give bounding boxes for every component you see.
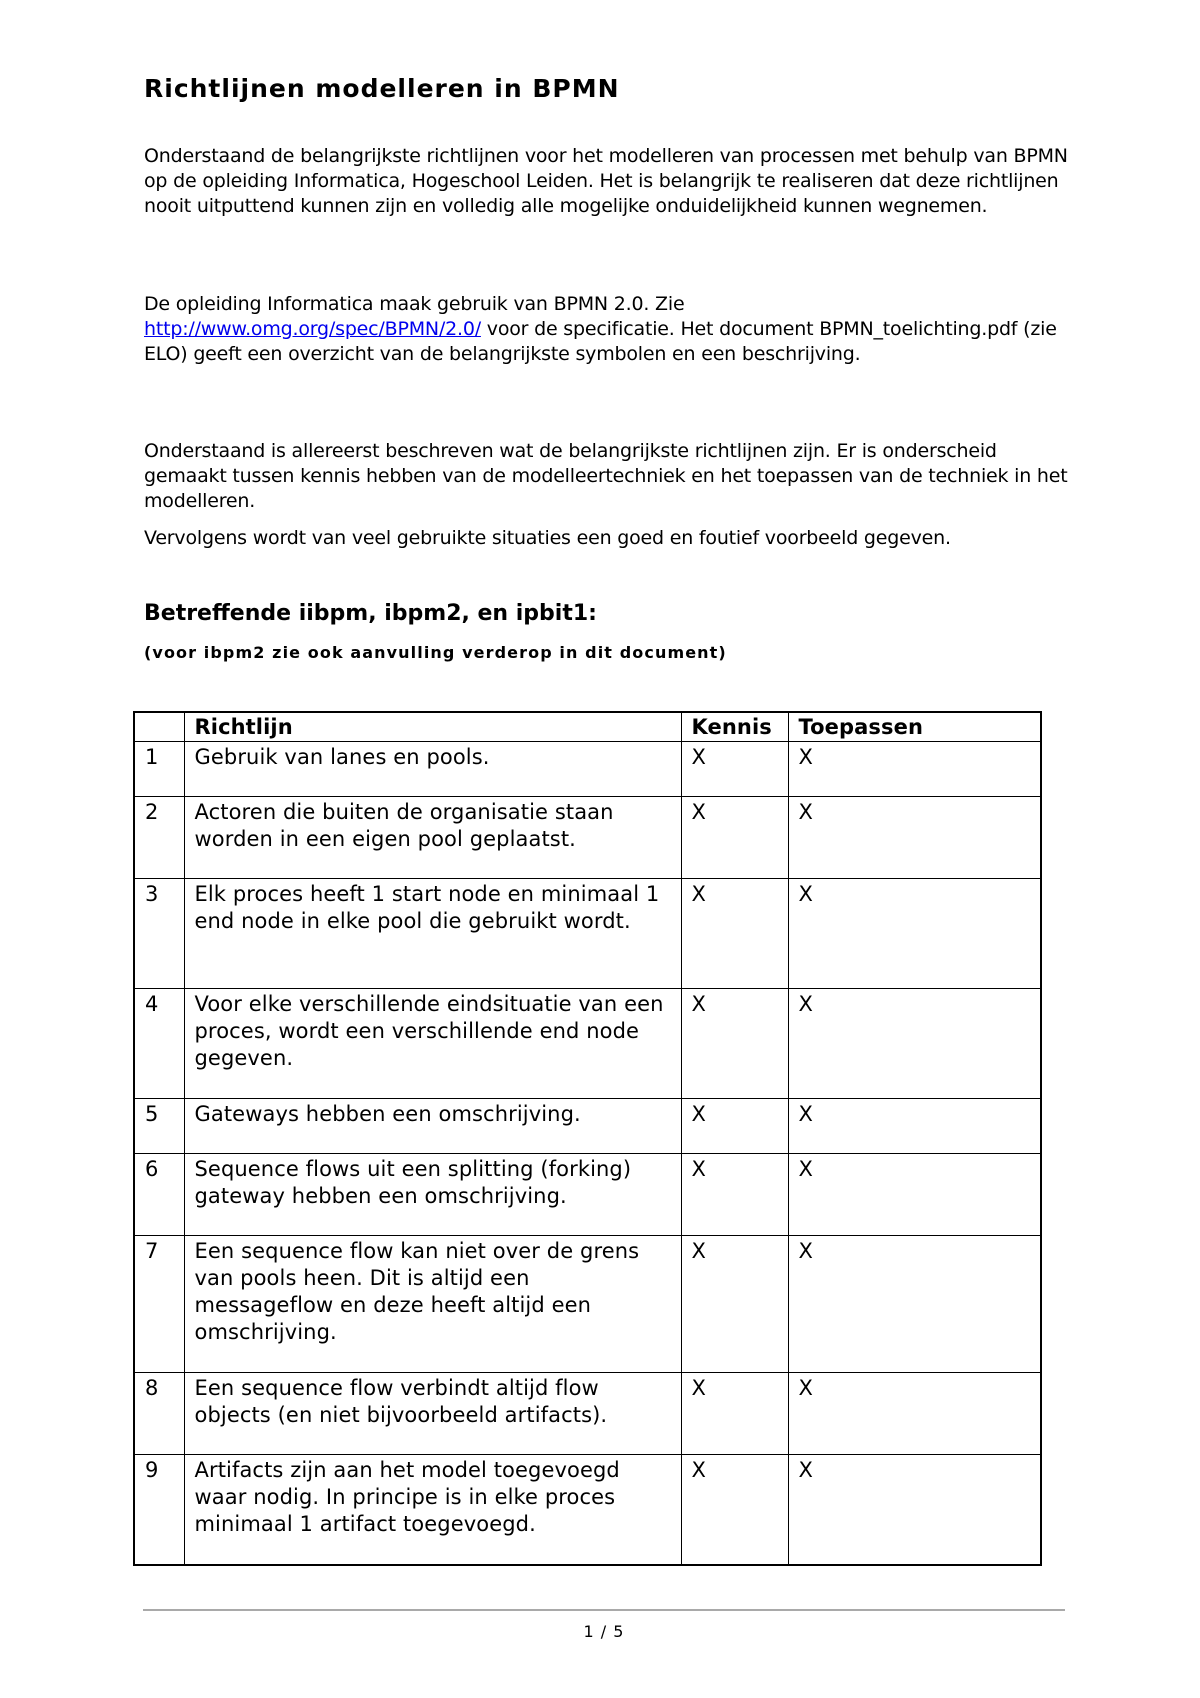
- table-row: [134, 1455, 1041, 1565]
- footer-divider: [143, 1609, 1065, 1611]
- table-row: [134, 1154, 1041, 1236]
- row-rule: Artifacts zijn aan het model toegevoegd waar nodig. In principe is in elke proces minimaal 1 artifact toegevoegd.: [184, 1455, 681, 1565]
- row-rule: Gebruik van lanes en pools.: [184, 742, 681, 797]
- table-row: [134, 742, 1041, 797]
- row-kennis: X: [681, 1099, 788, 1154]
- row-number: 1: [134, 742, 184, 797]
- row-toepassen: X: [788, 1373, 1041, 1455]
- row-rule: Een sequence flow kan niet over de grens van pools heen. Dit is altijd een messageflow en deze heeft altijd een omschrijving.: [184, 1236, 681, 1373]
- page-number: 1 / 5: [583, 1622, 625, 1641]
- row-toepassen: X: [788, 797, 1041, 879]
- row-toepassen: X: [788, 742, 1041, 797]
- header-kennis: Kennis: [681, 712, 788, 742]
- row-kennis: X: [681, 1455, 788, 1565]
- row-toepassen: X: [788, 879, 1041, 989]
- table-row: [134, 1099, 1041, 1154]
- row-toepassen: X: [788, 1154, 1041, 1236]
- row-kennis: X: [681, 989, 788, 1099]
- header-richtlijn: Richtlijn: [184, 712, 681, 742]
- row-kennis: X: [681, 1373, 788, 1455]
- row-number: 7: [134, 1236, 184, 1373]
- row-number: 6: [134, 1154, 184, 1236]
- row-number: 4: [134, 989, 184, 1099]
- bpmn-spec-link[interactable]: http://www.omg.org/spec/BPMN/2.0/: [144, 318, 481, 340]
- table-row: [134, 797, 1041, 879]
- table-row: [134, 989, 1041, 1099]
- table-row: [134, 1236, 1041, 1373]
- row-rule: Sequence flows uit een splitting (forking) gateway hebben een omschrijving.: [184, 1154, 681, 1236]
- row-rule: Voor elke verschillende eindsituatie van een proces, wordt een verschillende end node gegeven.: [184, 989, 681, 1099]
- row-rule: Elk proces heeft 1 start node en minimaal 1 end node in elke pool die gebruikt wordt.: [184, 879, 681, 989]
- row-toepassen: X: [788, 989, 1041, 1099]
- header-num: [134, 712, 184, 742]
- row-kennis: X: [681, 742, 788, 797]
- table-header-row: [134, 712, 1041, 742]
- row-rule: Een sequence flow verbindt altijd flow objects (en niet bijvoorbeeld artifacts).: [184, 1373, 681, 1455]
- row-number: 5: [134, 1099, 184, 1154]
- row-toepassen: X: [788, 1099, 1041, 1154]
- table-row: [134, 1373, 1041, 1455]
- table-row: [134, 879, 1041, 989]
- intro-paragraph: Onderstaand de belangrijkste richtlijnen voor het modelleren van processen met behulp van BPMN op de opleiding Informatica, Hogeschool Leiden. Het is belangrijk te realiseren dat deze richtlijnen nooit uitputtend kunnen zijn en volledig alle mogelijke onduidelijkheid kunnen wegnemen.: [144, 145, 1068, 217]
- section-heading: Betreffende iibpm, ibpm2, en ipbit1:: [144, 601, 597, 626]
- spec-paragraph: [144, 292, 1079, 367]
- spec-text-after: voor de specificatie. Het document BPMN_toelichting.pdf (zie ELO) geeft een overzicht van de belangrijkste symbolen en een beschrijving.: [144, 318, 1057, 365]
- row-kennis: X: [681, 879, 788, 989]
- row-kennis: X: [681, 797, 788, 879]
- spec-text-before: De opleiding Informatica maak gebruik van BPMN 2.0. Zie: [144, 293, 685, 315]
- row-rule: Actoren die buiten de organisatie staan worden in een eigen pool geplaatst.: [184, 797, 681, 879]
- row-rule: Gateways hebben een omschrijving.: [184, 1099, 681, 1154]
- guidelines-table: [133, 711, 1042, 1566]
- page-title: Richtlijnen modelleren in BPMN: [144, 74, 620, 103]
- overview-paragraph: Onderstaand is allereerst beschreven wat de belangrijkste richtlijnen zijn. Er is onderscheid gemaakt tussen kennis hebben van de modelleertechniek en het toepassen van de techniek in het modelleren.: [144, 440, 1068, 512]
- header-toepassen: Toepassen: [788, 712, 1041, 742]
- examples-paragraph: Vervolgens wordt van veel gebruikte situaties een goed en foutief voorbeeld gegeven.: [144, 527, 951, 549]
- row-toepassen: X: [788, 1455, 1041, 1565]
- row-toepassen: X: [788, 1236, 1041, 1373]
- section-note: (voor ibpm2 zie ook aanvulling verderop in dit document): [144, 643, 727, 662]
- row-kennis: X: [681, 1154, 788, 1236]
- row-number: 9: [134, 1455, 184, 1565]
- row-kennis: X: [681, 1236, 788, 1373]
- row-number: 3: [134, 879, 184, 989]
- row-number: 8: [134, 1373, 184, 1455]
- row-number: 2: [134, 797, 184, 879]
